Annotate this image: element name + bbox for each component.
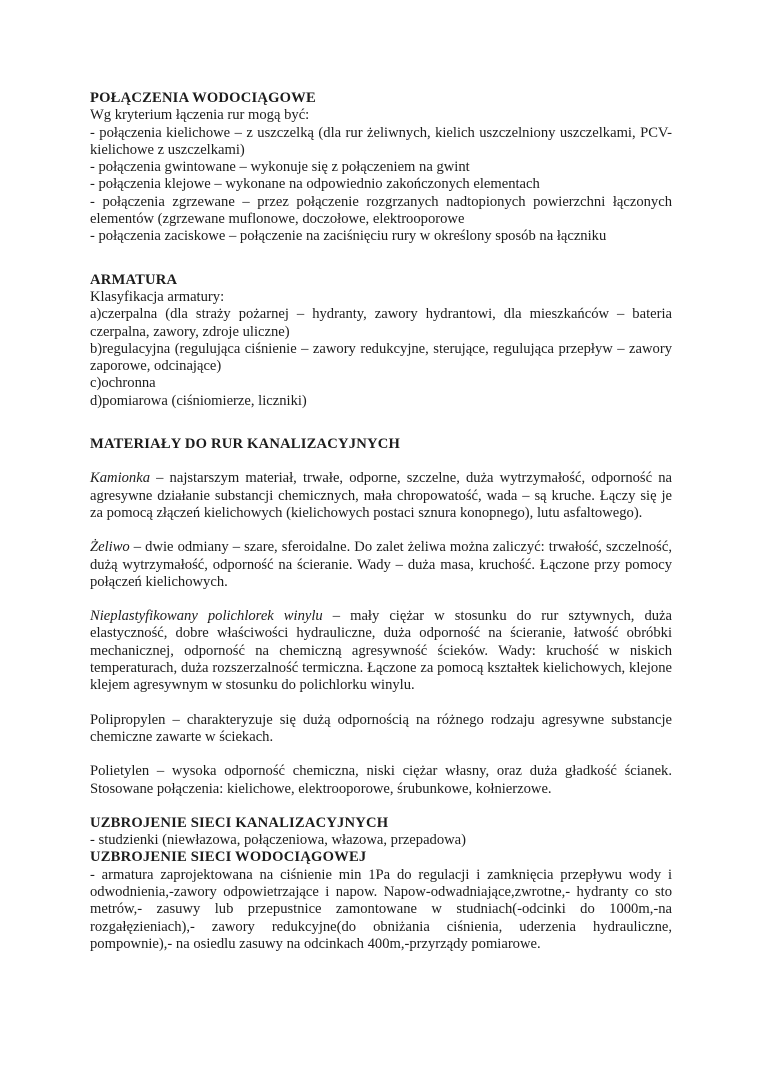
term-zeliwo: Żeliwo [90,539,130,556]
section-heading-uzbrojenie-kanalizacyjnych: UZBROJENIE SIECI KANALIZACYJNYCH [90,814,389,831]
s1-item-zaciskowe: - połączenia zaciskowe – połączenie na zaciśnięciu rury w określony sposób na łączniku [90,228,607,245]
section-heading-armatura: ARMATURA [90,271,178,288]
s5-item-armatura: - armatura zaprojektowana na ciśnienie min 1Pa do regulacji i zamknięcia przepływu wody i odwodnienia,-zawory odpowietrzające i napow. Napow-odwadniające,zwrotne,- hydranty co sto metrów,- zasuwy lub przepustnice zamontowane w studniach(-odcinki do 1000m,-na rozgałęzieniach),- zawory redukcyjne(do obniżania ciśnienia, uderzenia hydrauliczne, pompownie),- na osiedlu zasuwy na odcinkach 400m,-przyrządy pomiarowe. [90,866,672,952]
term-kamionka: Kamionka [90,470,150,487]
s2-item-regulacyjna: b)regulacyjna (regulująca ciśnienie – zawory redukcyjne, sterujące, regulująca przepływ – zawory zaporowe, odcinające) [90,340,672,375]
s1-item-gwintowane: - połączenia gwintowane – wykonuje się z połączeniem na gwint [90,159,470,176]
s1-intro-line: Wg kryterium łączenia rur mogą być: [90,107,310,124]
paragraph-zeliwo-text: – dwie odmiany – szare, sferoidalne. Do zalet żeliwa można zaliczyć: trwałość, szczelność, dużą wytrzymałość, odporność na ścieranie. Wady – duża masa, kruchość. Łączone przy pomocy połączeń kielichowych. [90,539,672,590]
s2-item-pomiarowa: d)pomiarowa (ciśniomierze, liczniki) [90,392,307,409]
paragraph-polichlorek [90,608,672,694]
s4-item-studzienki: - studzienki (niewłazowa, połączeniowa, włazowa, przepadowa) [90,832,467,849]
section-heading-materialy: MATERIAŁY DO RUR KANALIZACYJNYCH [90,436,401,453]
paragraph-polietylen: Polietylen – wysoka odporność chemiczna, niski ciężar własny, oraz duża gładkość ścianek. Stosowane połączenia: kielichowe, elektrooporowe, śrubunkowe, kołnierzowe. [90,763,672,797]
paragraph-polipropylen: Polipropylen – charakteryzuje się dużą odpornością na różnego rodzaju agresywne substancje chemiczne zawarte w ściekach. [90,711,672,745]
section-heading-uzbrojenie-wodociagowej: UZBROJENIE SIECI WODOCIĄGOWEJ [90,849,367,866]
term-polichlorek: Nieplastyfikowany polichlorek winylu [90,608,323,625]
document-page [90,90,672,953]
section-heading-polaczenia-wodociagowe: POŁĄCZENIA WODOCIĄGOWE [90,90,316,106]
s2-item-czerpalna: a)czerpalna (dla straży pożarnej – hydranty, zawory hydrantowi, dla mieszkańców – bateria czerpalna, zawory, zdroje uliczne) [90,306,672,340]
s2-intro-line: Klasyfikacja armatury: [90,288,225,305]
paragraph-kamionka [90,470,672,522]
s2-item-ochronna: c)ochronna [90,375,156,392]
s1-item-kielichowe: - połączenia kielichowe – z uszczelką (dla rur żeliwnych, kielich uszczelniony uszczelkami, PCV- kielichowe z uszczelkami) [90,124,672,158]
paragraph-polichlorek-text: – mały ciężar w stosunku do rur sztywnych, duża elastyczność, dobre właściwości hydrauliczne, duża odporność na ścieranie, łatwość obróbki mechanicznej, odporność na chemiczną agresywność ścieków. Wady: kruchość w niskich temperaturach, duża rozszerzalność termiczna. Łączone za pomocą kształtek kielichowych, klejone klejem agresywnym w stosunku do polichlorku winylu. [90,608,673,694]
s1-item-zgrzewane: - połączenia zgrzewane – przez połączenie rozgrzanych nadtopionych powierzchni łączonych elementów (zgrzewane muflonowe, doczołowe, elektrooporowe [90,193,672,228]
paragraph-kamionka-text: – najstarszym materiał, trwałe, odporne, szczelne, duża wytrzymałość, odporność na agresywne działanie substancji chemicznych, mała chropowatość, wada – są kruche. Łączy się je za pomocą złączeń kielichowych (kielichowych postaci sznura konopnego), lutu asfaltowego). [90,470,672,521]
s1-item-klejowe: - połączenia klejowe – wykonane na odpowiednio zakończonych elementach [90,176,540,193]
paragraph-zeliwo [90,539,672,591]
